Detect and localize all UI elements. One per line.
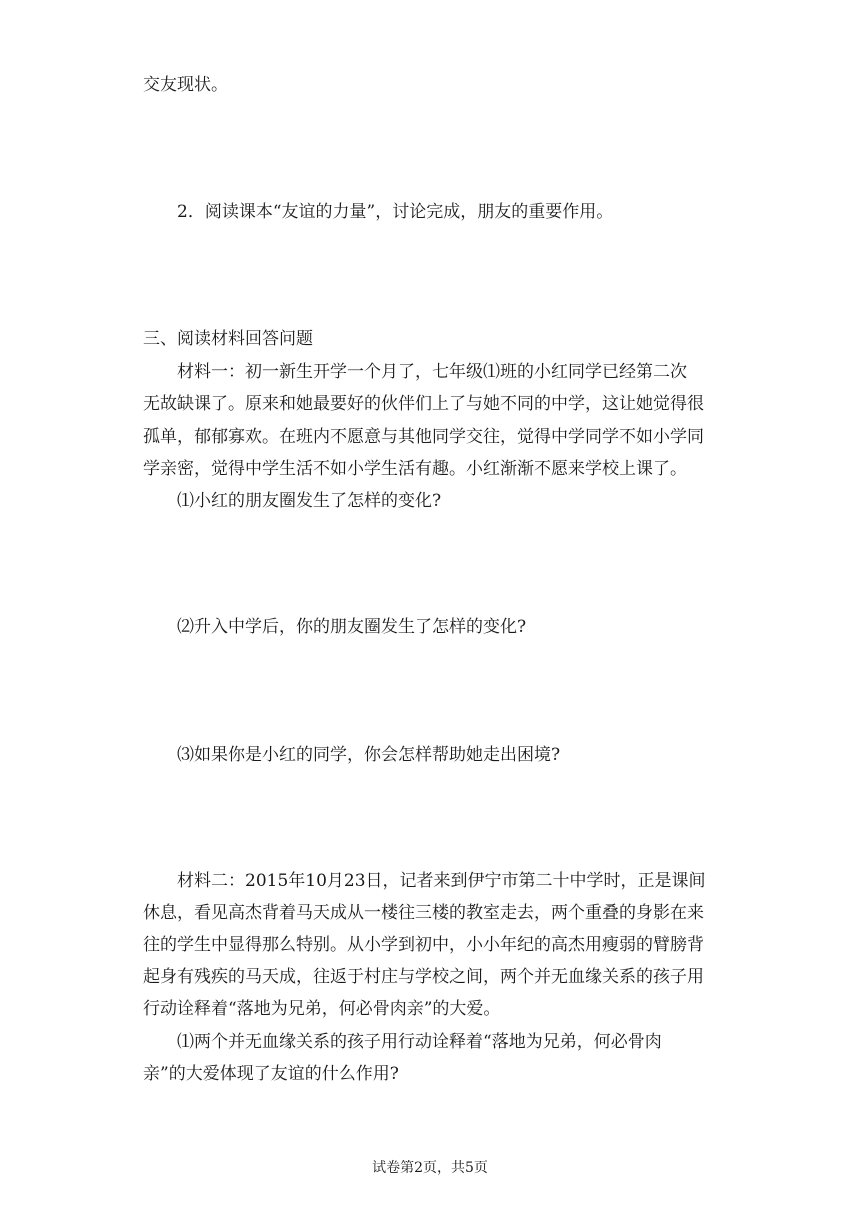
material-2-question-1-line-2: 亲”的大爱体现了友谊的什么作用? <box>143 1064 399 1084</box>
material-1-question-3: ⑶如果你是小红的同学，你会怎样帮助她走出困境? <box>177 745 561 765</box>
material-2-line-1: 材料二：2015年10月23日，记者来到伊宁市第二十中学时，正是课间 <box>177 871 706 891</box>
material-2-line-3: 往的学生中显得那么特别。从小学到初中，小小年纪的高杰用瘦弱的臂膀背 <box>143 935 704 955</box>
question-2: 2．阅读课本“友谊的力量”，讨论完成，朋友的重要作用。 <box>177 202 614 222</box>
material-2-line-5: 行动诠释着“落地为兄弟，何必骨肉亲”的大爱。 <box>143 999 501 1019</box>
material-1-line-4: 学亲密，觉得中学生活不如小学生活有趣。小红渐渐不愿来学校上课了。 <box>143 459 687 479</box>
material-2-line-4: 起身有残疾的马天成，往返于村庄与学校之间，两个并无血缘关系的孩子用 <box>143 967 704 987</box>
page-footer: 试卷第2页，共5页 <box>372 1160 488 1176</box>
material-1-question-1: ⑴小红的朋友圈发生了怎样的变化? <box>177 491 442 511</box>
material-1-line-2: 无故缺课了。原来和她最要好的伙伴们上了与她不同的中学，这让她觉得很 <box>143 394 704 414</box>
material-2-line-2: 休息，看见高杰背着马天成从一楼往三楼的教室走去，两个重叠的身影在来 <box>143 903 704 923</box>
material-2-question-1-line-1: ⑴两个并无血缘关系的孩子用行动诠释着“落地为兄弟，何必骨肉 <box>177 1032 662 1052</box>
material-1-line-1: 材料一：初一新生开学一个月了，七年级⑴班的小红同学已经第二次 <box>177 362 687 382</box>
material-1-question-2: ⑵升入中学后，你的朋友圈发生了怎样的变化? <box>177 617 527 637</box>
section-heading-3: 三、阅读材料回答问题 <box>143 329 313 349</box>
material-1-line-3: 孤单，郁郁寡欢。在班内不愿意与其他同学交往，觉得中学同学不如小学同 <box>143 427 704 447</box>
text-line-continuation: 交友现状。 <box>143 75 228 95</box>
